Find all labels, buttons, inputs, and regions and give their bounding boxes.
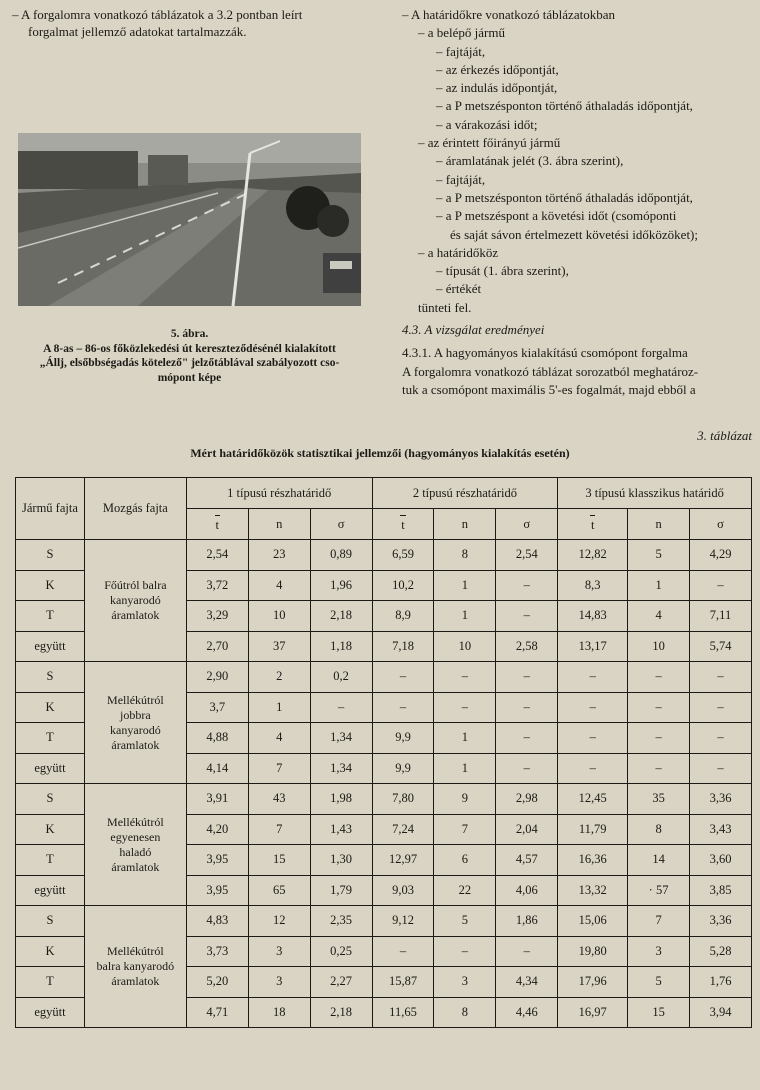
value-cell: 0,89	[310, 540, 372, 571]
list-item: – a P metszésponton történő áthaladás időpontját,	[436, 189, 693, 205]
right-column	[402, 6, 752, 399]
value-cell: 18	[248, 997, 310, 1028]
left-text-line: forgalmat jellemző adatokat tartalmazzák.	[28, 24, 247, 39]
value-cell: 10,2	[372, 570, 434, 601]
value-cell: –	[372, 692, 434, 723]
value-cell: 16,36	[558, 845, 628, 876]
value-cell: 1,30	[310, 845, 372, 876]
value-cell: 3,73	[186, 936, 248, 967]
value-cell: 12,97	[372, 845, 434, 876]
value-cell: 4,57	[496, 845, 558, 876]
vehicle-type-cell: T	[16, 967, 85, 998]
statistics-table	[15, 477, 752, 1028]
value-cell: 1,76	[690, 967, 752, 998]
movement-group-label: Mellékútról balra kanyarodó áramlatok	[84, 906, 186, 1028]
value-cell: 22	[434, 875, 496, 906]
header-sigma: σ	[310, 509, 372, 540]
value-cell: 3	[434, 967, 496, 998]
value-cell: –	[558, 662, 628, 693]
value-cell: –	[434, 692, 496, 723]
value-cell: 4	[248, 570, 310, 601]
value-cell: 15,87	[372, 967, 434, 998]
value-cell: –	[558, 753, 628, 784]
value-cell: 1	[434, 601, 496, 632]
left-intro	[12, 6, 367, 40]
value-cell: 1,79	[310, 875, 372, 906]
value-cell: 6,59	[372, 540, 434, 571]
header-sigma: σ	[690, 509, 752, 540]
header-type2: 2 típusú részhatáridő	[372, 478, 558, 509]
vehicle-type-cell: T	[16, 723, 85, 754]
value-cell: 3,43	[690, 814, 752, 845]
value-cell: 7,80	[372, 784, 434, 815]
vehicle-type-cell: K	[16, 570, 85, 601]
value-cell: –	[434, 662, 496, 693]
value-cell: 1,43	[310, 814, 372, 845]
vehicle-type-cell: együtt	[16, 997, 85, 1028]
list-subheading: – a belépő jármű	[418, 25, 505, 41]
photo-illustration	[18, 133, 361, 306]
value-cell: 3	[248, 936, 310, 967]
value-cell: 1,34	[310, 723, 372, 754]
value-cell: 3,95	[186, 875, 248, 906]
value-cell: 10	[434, 631, 496, 662]
value-cell: –	[372, 662, 434, 693]
value-cell: 1,98	[310, 784, 372, 815]
value-cell: 3,36	[690, 906, 752, 937]
value-cell: 8	[434, 540, 496, 571]
value-cell: 8,3	[558, 570, 628, 601]
value-cell: 16,97	[558, 997, 628, 1028]
value-cell: –	[372, 936, 434, 967]
value-cell: 5,20	[186, 967, 248, 998]
value-cell: 7	[248, 753, 310, 784]
value-cell: 2,18	[310, 997, 372, 1028]
value-cell: 4	[248, 723, 310, 754]
paragraph-line: tuk a csomópont maximális 5'-es fogalmát, majd ebből a	[402, 381, 696, 397]
list-subheading: – az érintett főirányú jármű	[418, 135, 561, 151]
value-cell: –	[434, 936, 496, 967]
list-item: – a várakozási időt;	[436, 116, 538, 132]
header-type1: 1 típusú részhatáridő	[186, 478, 372, 509]
value-cell: 7	[434, 814, 496, 845]
value-cell: 5	[434, 906, 496, 937]
value-cell: 2,90	[186, 662, 248, 693]
section-heading: 4.3. A vizsgálat eredményei	[402, 322, 545, 338]
value-cell: 13,32	[558, 875, 628, 906]
value-cell: 5,28	[690, 936, 752, 967]
value-cell: 9,03	[372, 875, 434, 906]
list-subheading: – a határidőköz	[418, 244, 499, 260]
value-cell: 1	[434, 723, 496, 754]
value-cell: 1	[434, 753, 496, 784]
value-cell: 4,46	[496, 997, 558, 1028]
value-cell: 1,18	[310, 631, 372, 662]
value-cell: –	[628, 723, 690, 754]
value-cell: –	[310, 692, 372, 723]
value-cell: –	[496, 692, 558, 723]
list-item: – fajtáját,	[436, 171, 486, 187]
value-cell: 2,18	[310, 601, 372, 632]
vehicle-type-cell: együtt	[16, 631, 85, 662]
header-t	[558, 509, 628, 540]
value-cell: 3	[628, 936, 690, 967]
value-cell: 11,79	[558, 814, 628, 845]
value-cell: 4,83	[186, 906, 248, 937]
value-cell: 14	[628, 845, 690, 876]
header-vehicle-type: Jármű fajta	[16, 478, 85, 540]
value-cell: 4	[628, 601, 690, 632]
value-cell: –	[690, 662, 752, 693]
caption-line: A 8-as – 86-os főközlekedési út kereszteződésénél kialakított	[43, 342, 336, 355]
value-cell: 3,7	[186, 692, 248, 723]
value-cell: 3,95	[186, 845, 248, 876]
list-item: – a P metszéspont a követési időt (csomóponti	[436, 208, 677, 224]
value-cell: 17,96	[558, 967, 628, 998]
vehicle-type-cell: együtt	[16, 875, 85, 906]
value-cell: 9,12	[372, 906, 434, 937]
value-cell: 2,98	[496, 784, 558, 815]
value-cell: 7,24	[372, 814, 434, 845]
value-cell: 12	[248, 906, 310, 937]
value-cell: 7,18	[372, 631, 434, 662]
value-cell: –	[558, 723, 628, 754]
value-cell: 19,80	[558, 936, 628, 967]
value-cell: 4,34	[496, 967, 558, 998]
value-cell: 10	[248, 601, 310, 632]
value-cell: 14,83	[558, 601, 628, 632]
list-item: – az indulás időpontját,	[436, 80, 558, 96]
header-n: n	[628, 509, 690, 540]
value-cell: 7	[248, 814, 310, 845]
figure-number: 5. ábra.	[170, 328, 209, 340]
value-cell: 4,20	[186, 814, 248, 845]
table-title: Mért határidőközök statisztikai jellemzői (hagyományos kialakítás esetén)	[190, 446, 570, 460]
value-cell: 15	[248, 845, 310, 876]
value-cell: 3,72	[186, 570, 248, 601]
list-item: – áramlatának jelét (3. ábra szerint),	[436, 153, 624, 169]
list-item: – fajtáját,	[436, 43, 486, 59]
intersection-photo	[18, 133, 361, 306]
value-cell: 5,74	[690, 631, 752, 662]
value-cell: · 57	[628, 875, 690, 906]
value-cell: 4,14	[186, 753, 248, 784]
value-cell: 2	[248, 662, 310, 693]
header-sigma: σ	[496, 509, 558, 540]
list-item: – típusát (1. ábra szerint),	[436, 263, 569, 279]
value-cell: 9	[434, 784, 496, 815]
value-cell: 3,60	[690, 845, 752, 876]
value-cell: –	[690, 753, 752, 784]
value-cell: 3	[248, 967, 310, 998]
value-cell: 65	[248, 875, 310, 906]
value-cell: 1,96	[310, 570, 372, 601]
t-mean-symbol: t	[401, 515, 404, 533]
value-cell: 12,45	[558, 784, 628, 815]
value-cell: 1,86	[496, 906, 558, 937]
table-number: 3. táblázat	[697, 428, 752, 443]
value-cell: 2,27	[310, 967, 372, 998]
vehicle-type-cell: S	[16, 540, 85, 571]
vehicle-type-cell: T	[16, 601, 85, 632]
value-cell: 0,2	[310, 662, 372, 693]
value-cell: 8,9	[372, 601, 434, 632]
value-cell: 15,06	[558, 906, 628, 937]
value-cell: 10	[628, 631, 690, 662]
t-mean-symbol: t	[591, 515, 594, 533]
value-cell: 4,88	[186, 723, 248, 754]
caption-line: „Állj, elsőbbségadás kötelező" jelzőtáblával szabályozott cso-	[39, 357, 340, 369]
value-cell: 4,29	[690, 540, 752, 571]
value-cell: –	[558, 692, 628, 723]
value-cell: 1,34	[310, 753, 372, 784]
value-cell: –	[628, 692, 690, 723]
header-movement-type: Mozgás fajta	[84, 478, 186, 540]
value-cell: 1	[248, 692, 310, 723]
value-cell: 4,71	[186, 997, 248, 1028]
value-cell: 1	[628, 570, 690, 601]
table-body	[16, 540, 752, 1028]
header-n: n	[248, 509, 310, 540]
header-type3: 3 típusú klasszikus határidő	[558, 478, 752, 509]
value-cell: –	[690, 570, 752, 601]
value-cell: –	[496, 662, 558, 693]
movement-group-label: Mellékútról jobbra kanyarodó áramlatok	[84, 662, 186, 784]
value-cell: 2,70	[186, 631, 248, 662]
vehicle-type-cell: K	[16, 936, 85, 967]
value-cell: 15	[628, 997, 690, 1028]
value-cell: 0,25	[310, 936, 372, 967]
value-cell: 7	[628, 906, 690, 937]
value-cell: –	[628, 662, 690, 693]
header-t	[372, 509, 434, 540]
value-cell: 3,94	[690, 997, 752, 1028]
value-cell: 2,54	[186, 540, 248, 571]
header-n: n	[434, 509, 496, 540]
value-cell: 5	[628, 967, 690, 998]
value-cell: –	[690, 723, 752, 754]
table-row	[16, 784, 752, 815]
vehicle-type-cell: T	[16, 845, 85, 876]
value-cell: 8	[628, 814, 690, 845]
value-cell: 11,65	[372, 997, 434, 1028]
value-cell: 2,58	[496, 631, 558, 662]
value-cell: 43	[248, 784, 310, 815]
vehicle-type-cell: K	[16, 692, 85, 723]
list-item: – az érkezés időpontját,	[436, 61, 559, 77]
value-cell: 23	[248, 540, 310, 571]
value-cell: 9,9	[372, 723, 434, 754]
value-cell: –	[628, 753, 690, 784]
subsection-heading: 4.3.1. A hagyományos kialakítású csomópont forgalma	[402, 345, 688, 361]
value-cell: 8	[434, 997, 496, 1028]
table-row	[16, 906, 752, 937]
list-closing: tünteti fel.	[418, 299, 472, 315]
value-cell: 3,29	[186, 601, 248, 632]
value-cell: –	[496, 936, 558, 967]
vehicle-type-cell: S	[16, 662, 85, 693]
value-cell: 37	[248, 631, 310, 662]
header-t	[186, 509, 248, 540]
table-row	[16, 540, 752, 571]
list-item-continued: és saját sávon értelmezett követési időközöket);	[450, 226, 698, 242]
value-cell: –	[496, 601, 558, 632]
value-cell: –	[496, 753, 558, 784]
figure-caption	[12, 327, 367, 385]
value-cell: 2,04	[496, 814, 558, 845]
movement-group-label: Mellékútról egyenesen haladó áramlatok	[84, 784, 186, 906]
value-cell: 35	[628, 784, 690, 815]
value-cell: 3,36	[690, 784, 752, 815]
value-cell: 3,85	[690, 875, 752, 906]
value-cell: 2,54	[496, 540, 558, 571]
value-cell: 7,11	[690, 601, 752, 632]
value-cell: 5	[628, 540, 690, 571]
t-mean-symbol: t	[216, 515, 219, 533]
value-cell: 9,9	[372, 753, 434, 784]
table-row	[16, 662, 752, 693]
value-cell: 12,82	[558, 540, 628, 571]
value-cell: 13,17	[558, 631, 628, 662]
value-cell: 1	[434, 570, 496, 601]
paragraph-line: A forgalomra vonatkozó táblázat sorozatból meghatároz-	[402, 363, 699, 379]
left-text-line: – A forgalomra vonatkozó táblázatok a 3.2 pontban leírt	[12, 7, 303, 22]
caption-line: mópont képe	[157, 371, 222, 384]
movement-group-label: Főútról balra kanyarodó áramlatok	[84, 540, 186, 662]
value-cell: 3,91	[186, 784, 248, 815]
value-cell: –	[496, 723, 558, 754]
vehicle-type-cell: együtt	[16, 753, 85, 784]
value-cell: 6	[434, 845, 496, 876]
vehicle-type-cell: S	[16, 906, 85, 937]
value-cell: –	[496, 570, 558, 601]
list-item: – a P metszésponton történő áthaladás időpontját,	[436, 98, 693, 114]
value-cell: 4,06	[496, 875, 558, 906]
vehicle-type-cell: K	[16, 814, 85, 845]
vehicle-type-cell: S	[16, 784, 85, 815]
value-cell: 2,35	[310, 906, 372, 937]
value-cell: –	[690, 692, 752, 723]
list-item: – értékét	[436, 281, 482, 297]
list-heading: – A határidőkre vonatkozó táblázatokban	[402, 7, 615, 22]
